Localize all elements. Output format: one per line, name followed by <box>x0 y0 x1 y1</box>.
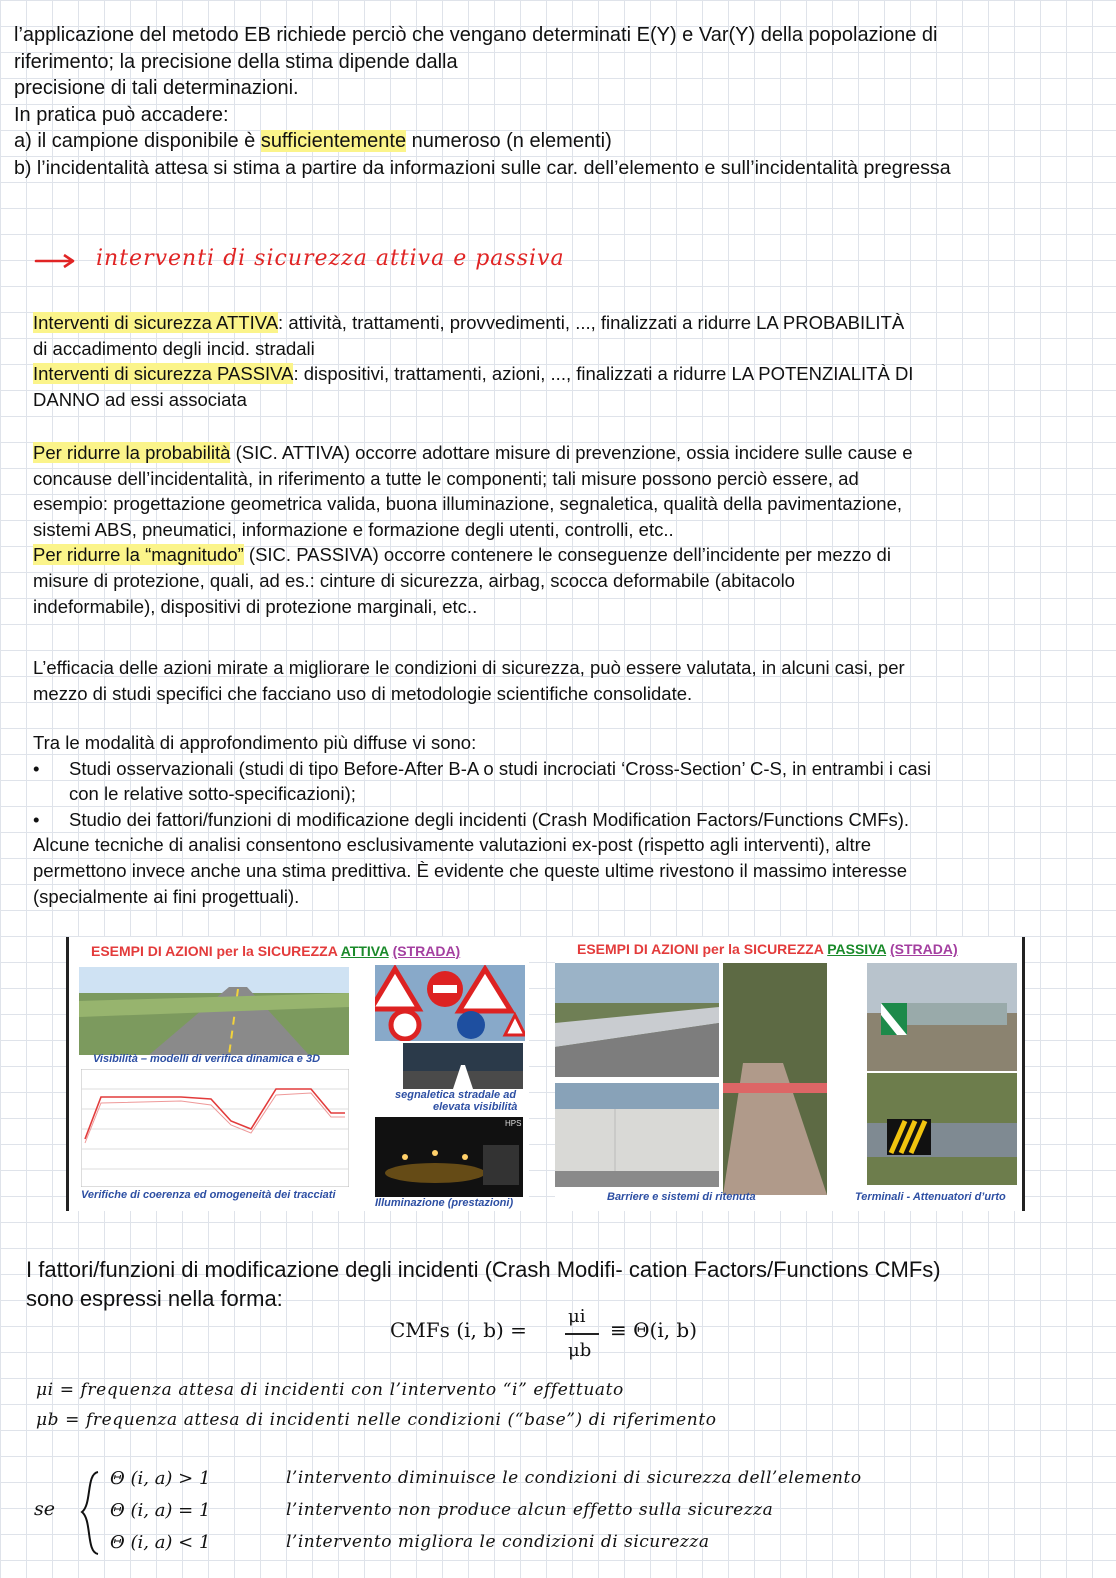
figure-passive-title-a: ESEMPI DI AZIONI per la SICUREZZA <box>577 941 828 957</box>
methods-intro: Tra le modalità di approfondimento più diffuse vi sono: <box>33 732 477 753</box>
cmf-block <box>26 1255 1106 1313</box>
def-passiva-text: : dispositivi, trattamenti, azioni, ..., finalizzati a ridurre LA POTENZIALITÀ DI <box>293 363 914 385</box>
attenuator-image <box>867 963 1017 1071</box>
methods-after-2: permettono invece anche una stima predittiva. È evidente che queste ultime rivestono il massimo interesse <box>33 859 908 881</box>
measures-block <box>33 440 1103 619</box>
figure-passive-safety <box>555 937 1025 1211</box>
def-attiva <box>33 310 1103 336</box>
cmf-line-1: I fattori/funzioni di modificazione degli incidenti (Crash Modifi- cation Factors/Functions CMFs) <box>26 1257 941 1282</box>
def-passiva <box>33 361 1103 387</box>
mag-highlight: Per ridurre la “magnitudo” <box>33 544 244 566</box>
caption-visibility: Visibilità – modelli di verifica dinamica e 3D <box>93 1053 321 1065</box>
intro-line-4: In pratica può accadere: <box>14 103 229 126</box>
cmf-formula-denominator: μb <box>568 1340 592 1361</box>
road-3d-model-image <box>79 967 349 1055</box>
prob-line-4: sistemi ABS, pneumatici, informazione e formazione degli utenti, controlli, etc.. <box>33 518 674 540</box>
figure-active-title <box>91 943 460 959</box>
efficacy-block <box>33 655 1103 706</box>
cmf-formula-rhs: ≡ Θ(i, b) <box>610 1318 698 1342</box>
def-mi: μi = frequenza attesa di incidenti con l’intervento “i” effettuato <box>36 1380 624 1400</box>
mag-line-1-text: (SIC. PASSIVA) occorre contenere le conseguenze dell’incidente per mezzo di <box>243 544 891 566</box>
cond-2: Θ (i, a) = 1 <box>110 1500 211 1521</box>
def-attiva-line-2: di accadimento degli incid. stradali <box>33 337 315 359</box>
methods-list <box>33 756 1103 833</box>
definitions-block <box>33 310 1103 412</box>
figure-active-title-c: (STRADA) <box>392 943 461 959</box>
methods-b2: • Studio dei fattori/funzioni di modificazione degli incidenti (Crash Modification Factors/Functions CMFs). <box>69 808 910 830</box>
prob-line-3: esempio: progettazione geometrica valida, buona illuminazione, segnaletica, qualità della pavimentazione, <box>33 493 903 515</box>
road-markings-image <box>403 1043 523 1089</box>
def-mb: μb = frequenza attesa di incidenti nelle condizioni (“base”) di riferimento <box>36 1410 717 1430</box>
intro-line-2: riferimento; la precisione della stima dipende dalla <box>14 50 458 73</box>
cond-3: Θ (i, a) < 1 <box>110 1532 211 1553</box>
cmf-formula-lhs: CMFs (i, b) = <box>390 1318 527 1342</box>
mag-line-2: misure di protezione, quali, ad es.: cinture di sicurezza, airbag, scocca deformabile (abitacolo <box>33 569 795 591</box>
figure-active-safety <box>66 937 529 1211</box>
caption-signs-2: elevata visibilità <box>433 1101 518 1113</box>
def-attiva-text: : attività, trattamenti, provvedimenti, ..., finalizzati a ridurre LA PROBABILITÀ <box>278 312 905 333</box>
handwritten-heading: interventi di sicurezza attiva e passiva <box>96 246 565 271</box>
prob-line-2: concause dell’incidentalità, in riferimento a tutte le componenti; tali misure possono perciò essere, ad <box>33 467 859 489</box>
intro-line-5-highlight: sufficientemente <box>260 130 407 152</box>
figure-passive-title-c: (STRADA) <box>889 941 958 957</box>
arrow-right-icon <box>34 252 78 270</box>
def-passiva-highlight: Interventi di sicurezza PASSIVA <box>33 363 294 385</box>
intro-block <box>14 22 1114 181</box>
caption-coherence: Verifiche di coerenza ed omogeneità dei tracciati <box>81 1189 336 1201</box>
list-item <box>33 807 1103 833</box>
road-edge-image <box>723 963 827 1195</box>
methods-after-1: Alcune tecniche di analisi consentono esclusivamente valutazioni ex-post (rispetto agli interventi), altre <box>33 834 872 856</box>
cond-1: Θ (i, a) > 1 <box>110 1468 211 1489</box>
intro-line-1: l’applicazione del metodo EB richiede perciò che vengano determinati E(Y) e Var(Y) della popolazione di <box>14 24 938 46</box>
intro-line-5-a: a) il campione disponibile è <box>14 130 261 152</box>
methods-b1-line-2: con le relative sotto-specificazioni); <box>69 783 356 805</box>
mag-line-1 <box>33 542 1103 568</box>
methods-after-3: (specialmente ai fini progettuali). <box>33 885 300 907</box>
terminal-image <box>867 1073 1017 1185</box>
intro-line-6: b) l’incidentalità attesa si stima a partire da informazioni sulle car. dell’elemento e sull’incidentalità pregressa <box>14 156 951 179</box>
intro-line-3: precisione di tali determinazioni. <box>14 77 299 99</box>
prob-highlight: Per ridurre la probabilità <box>33 442 231 463</box>
figure-active-title-b: ATTIVA <box>340 943 389 959</box>
cmf-formula-numerator: μi <box>568 1306 586 1327</box>
cmf-line-2: sono espressi nella forma: <box>26 1286 283 1311</box>
caption-terminals: Terminali - Attenuatori d’urto <box>855 1191 1006 1203</box>
cond-2-text: l’intervento non produce alcun effetto sulla sicurezza <box>286 1500 774 1520</box>
prob-line-1 <box>33 440 1103 466</box>
figure-passive-title <box>577 941 958 957</box>
concrete-barrier-image <box>555 1083 719 1187</box>
se-label: se <box>34 1498 55 1520</box>
prob-line-1-text: (SIC. ATTIVA) occorre adottare misure di prevenzione, ossia incidere sulle cause e <box>230 442 913 463</box>
methods-b1-line-1: • Studi osservazionali (studi di tipo Before-After B-A o studi incrociati ‘Cross-Section’ C-S, in entrambi i casi <box>69 757 931 779</box>
caption-signs: segnaletica stradale ad <box>395 1089 517 1101</box>
def-passiva-line-2: DANNO ad essi associata <box>33 388 247 410</box>
coherence-chart-image <box>81 1069 349 1187</box>
efficacy-line-2: mezzo di studi specifici che facciano uso di metodologie scientifiche consolidate. <box>33 682 693 704</box>
intro-line-5 <box>14 128 1114 155</box>
caption-lighting: Illuminazione (prestazioni) <box>375 1197 514 1209</box>
intro-line-5-b: numeroso (n elementi) <box>406 130 612 152</box>
figure-active-title-a: ESEMPI DI AZIONI per la SICUREZZA <box>91 943 341 959</box>
list-item <box>33 756 1103 807</box>
curly-brace-icon <box>78 1468 104 1558</box>
guardrail-image <box>555 963 719 1077</box>
mag-line-3: indeformabile), dispositivi di protezione marginali, etc.. <box>33 595 478 617</box>
figure-passive-title-b: PASSIVA <box>827 941 887 957</box>
fraction-bar <box>565 1333 599 1335</box>
cond-3-text: l’intervento migliora le condizioni di sicurezza <box>286 1532 710 1552</box>
road-signs-image <box>375 965 525 1041</box>
methods-block <box>33 730 1103 909</box>
def-attiva-highlight: Interventi di sicurezza ATTIVA <box>33 312 279 333</box>
cond-1-text: l’intervento diminuisce le condizioni di sicurezza dell’elemento <box>286 1468 862 1488</box>
caption-barriers: Barriere e sistemi di ritenuta <box>607 1191 756 1203</box>
lighting-image <box>375 1117 523 1197</box>
efficacy-line-1: L’efficacia delle azioni mirate a migliorare le condizioni di sicurezza, può essere valutata, in alcuni casi, per <box>33 657 905 678</box>
hps-label: HPS <box>505 1119 522 1128</box>
